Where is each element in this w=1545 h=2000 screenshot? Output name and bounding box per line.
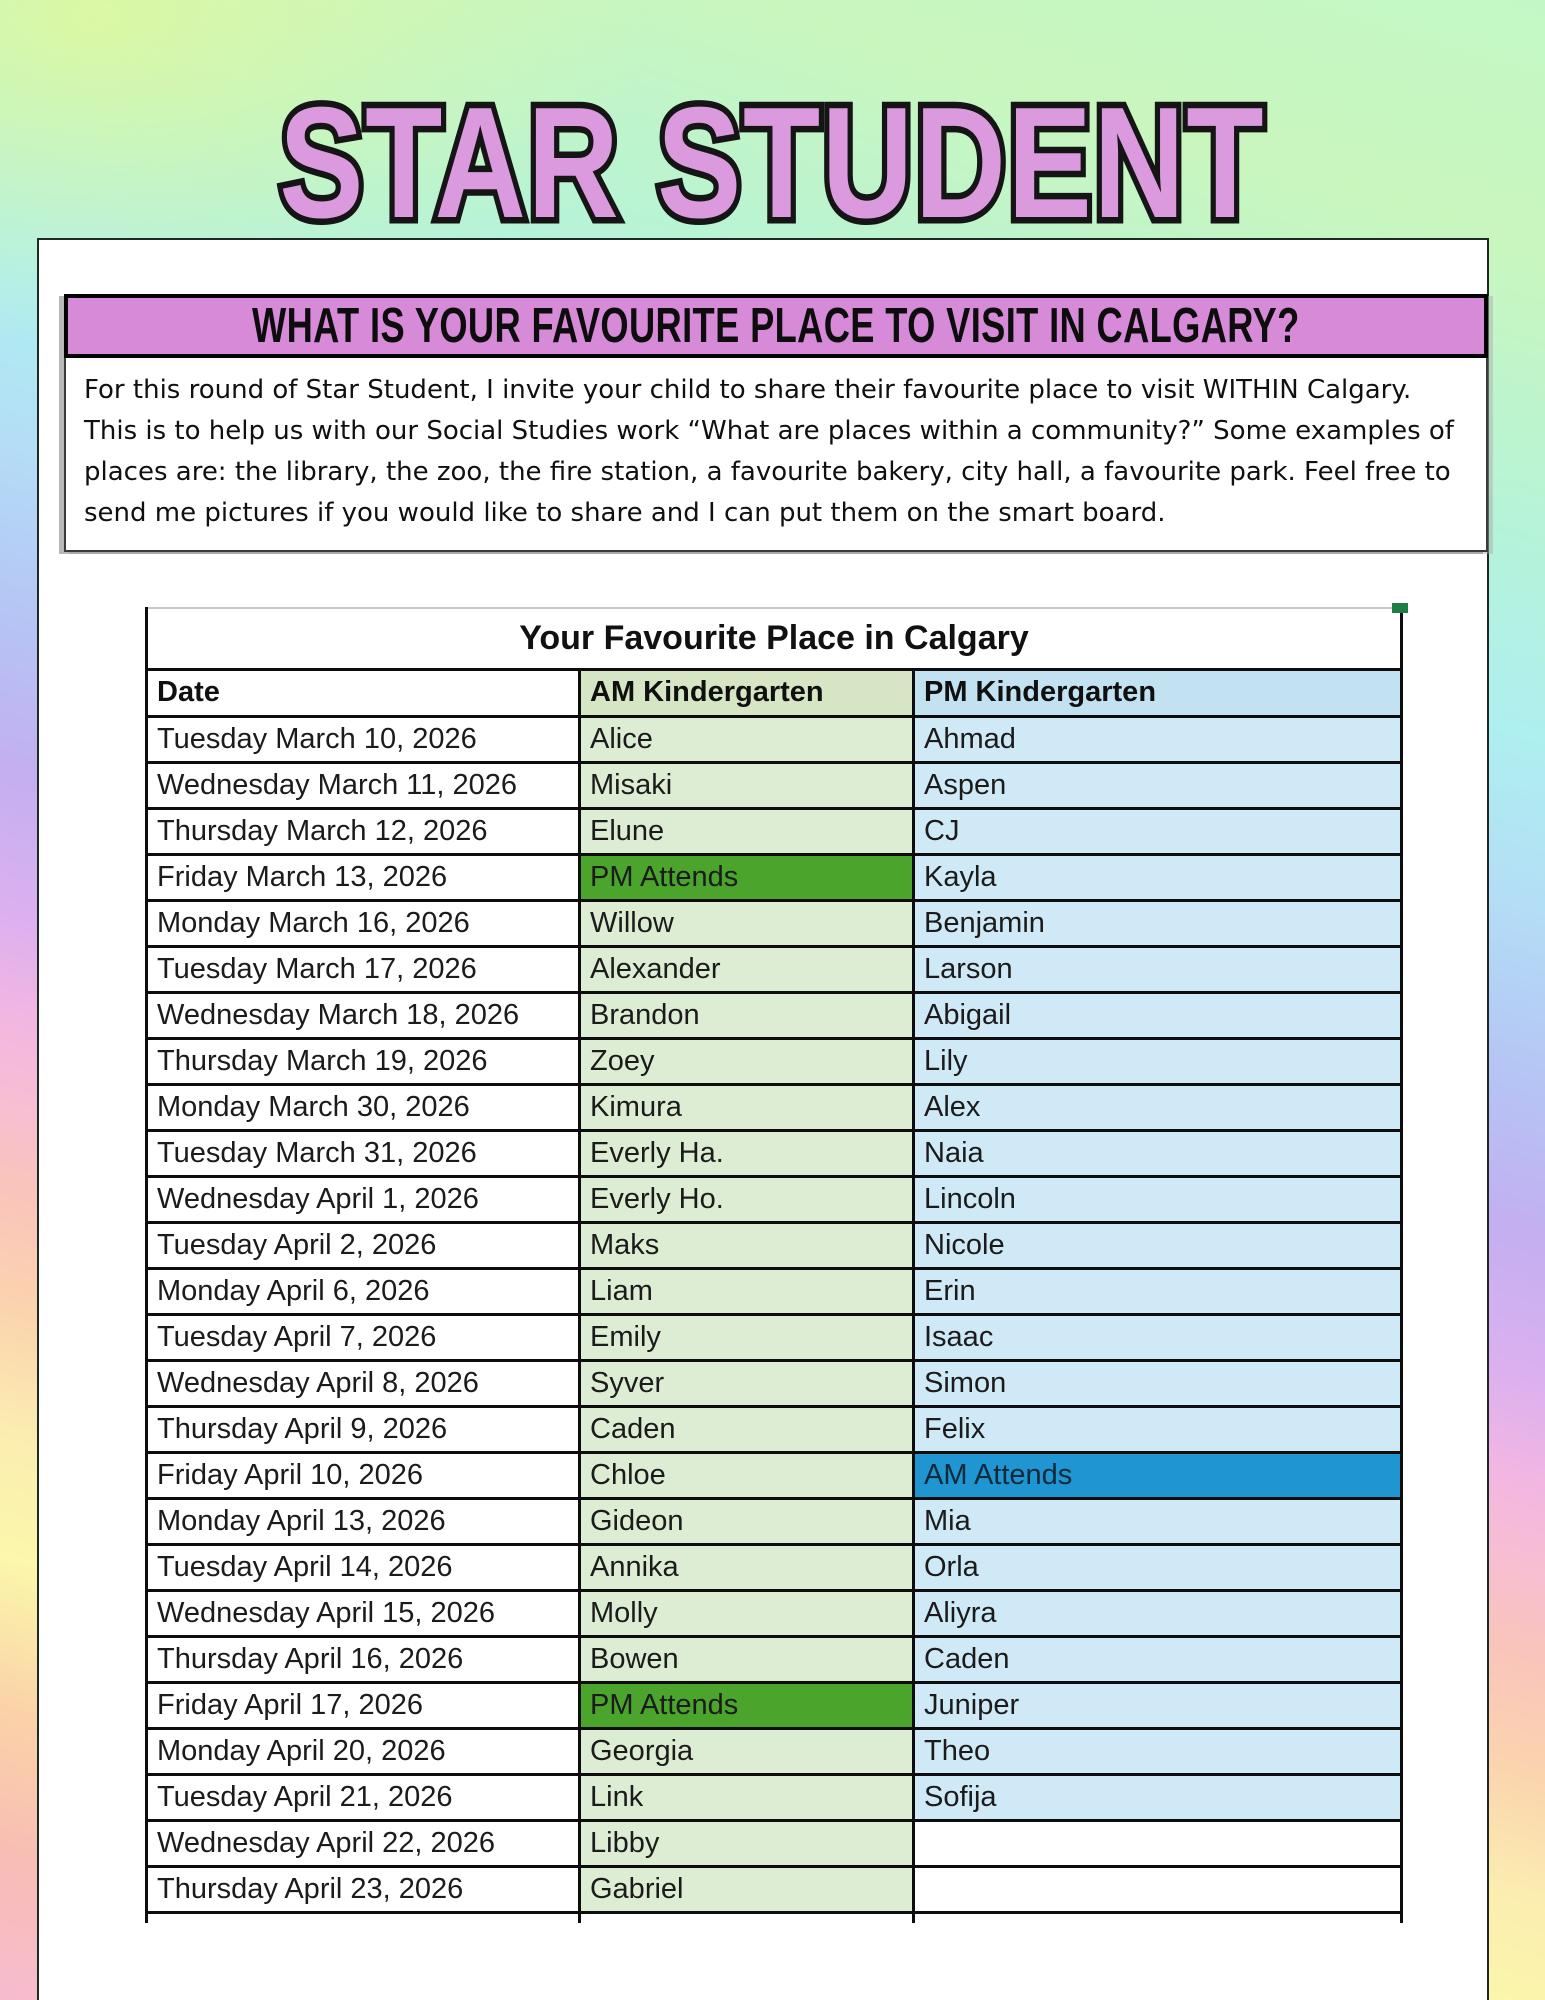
table-row xyxy=(147,1360,1402,1406)
pm-cell: Orla xyxy=(914,1544,1402,1590)
date-cell: Wednesday April 15, 2026 xyxy=(147,1590,580,1636)
am-cell: Bowen xyxy=(580,1636,914,1682)
pm-cell: Simon xyxy=(914,1360,1402,1406)
table-row xyxy=(147,1774,1402,1820)
date-cell: Friday April 10, 2026 xyxy=(147,1452,580,1498)
am-cell: PM Attends xyxy=(580,854,914,900)
schedule-table-wrap xyxy=(145,607,1400,1923)
pm-cell: Ahmad xyxy=(914,716,1402,762)
table-row xyxy=(147,854,1402,900)
date-cell: Thursday April 23, 2026 xyxy=(147,1866,580,1912)
pm-cell: Sofija xyxy=(914,1774,1402,1820)
table-row xyxy=(147,1682,1402,1728)
pm-cell: Nicole xyxy=(914,1222,1402,1268)
table-row xyxy=(147,808,1402,854)
am-cell: Elune xyxy=(580,808,914,854)
pm-cell: Larson xyxy=(914,946,1402,992)
date-cell: Friday April 17, 2026 xyxy=(147,1682,580,1728)
table-row xyxy=(147,1130,1402,1176)
am-cell: Alexander xyxy=(580,946,914,992)
col-header-am: AM Kindergarten xyxy=(580,669,914,716)
table-row xyxy=(147,992,1402,1038)
partial-cell xyxy=(914,1912,1402,1923)
pm-cell: Lily xyxy=(914,1038,1402,1084)
am-cell: Georgia xyxy=(580,1728,914,1774)
pm-cell: Erin xyxy=(914,1268,1402,1314)
am-cell: Link xyxy=(580,1774,914,1820)
date-cell: Friday March 13, 2026 xyxy=(147,854,580,900)
pm-cell: Theo xyxy=(914,1728,1402,1774)
am-cell: Maks xyxy=(580,1222,914,1268)
am-cell: Brandon xyxy=(580,992,914,1038)
am-cell: Kimura xyxy=(580,1084,914,1130)
table-row xyxy=(147,1544,1402,1590)
table-row xyxy=(147,1084,1402,1130)
table-row xyxy=(147,1590,1402,1636)
table-row xyxy=(147,1268,1402,1314)
date-cell: Tuesday March 17, 2026 xyxy=(147,946,580,992)
pm-cell: Juniper xyxy=(914,1682,1402,1728)
table-row xyxy=(147,1176,1402,1222)
date-cell: Tuesday March 31, 2026 xyxy=(147,1130,580,1176)
date-cell: Monday April 6, 2026 xyxy=(147,1268,580,1314)
intro-block xyxy=(64,294,1488,552)
table-row xyxy=(147,1498,1402,1544)
date-cell: Wednesday April 22, 2026 xyxy=(147,1820,580,1866)
am-cell: Annika xyxy=(580,1544,914,1590)
am-cell: Caden xyxy=(580,1406,914,1452)
page-title-text: STAR STUDENT STAR STUDENT xyxy=(280,84,1266,242)
col-header-date: Date xyxy=(147,669,580,716)
pm-cell: Benjamin xyxy=(914,900,1402,946)
date-cell: Tuesday April 14, 2026 xyxy=(147,1544,580,1590)
document-sheet xyxy=(37,238,1489,2000)
banner-heading: WHAT IS YOUR FAVOURITE PLACE TO VISIT IN CALGARY? xyxy=(252,298,1300,353)
date-cell: Monday March 30, 2026 xyxy=(147,1084,580,1130)
pm-cell: Alex xyxy=(914,1084,1402,1130)
table-row xyxy=(147,716,1402,762)
date-cell: Tuesday April 7, 2026 xyxy=(147,1314,580,1360)
partial-cell xyxy=(147,1912,580,1923)
pm-cell: AM Attends xyxy=(914,1452,1402,1498)
pm-cell: Aliyra xyxy=(914,1590,1402,1636)
date-cell: Wednesday April 1, 2026 xyxy=(147,1176,580,1222)
schedule-table xyxy=(145,607,1403,1923)
am-cell: Willow xyxy=(580,900,914,946)
banner xyxy=(64,294,1488,358)
date-cell: Thursday April 16, 2026 xyxy=(147,1636,580,1682)
pm-cell xyxy=(914,1866,1402,1912)
pm-cell: CJ xyxy=(914,808,1402,854)
date-cell: Wednesday April 8, 2026 xyxy=(147,1360,580,1406)
am-cell: Gideon xyxy=(580,1498,914,1544)
date-cell: Thursday April 9, 2026 xyxy=(147,1406,580,1452)
am-cell: Syver xyxy=(580,1360,914,1406)
am-cell: Chloe xyxy=(580,1452,914,1498)
table-row xyxy=(147,1866,1402,1912)
am-cell: Emily xyxy=(580,1314,914,1360)
table-row xyxy=(147,1452,1402,1498)
am-cell: Zoey xyxy=(580,1038,914,1084)
date-cell: Tuesday April 2, 2026 xyxy=(147,1222,580,1268)
date-cell: Tuesday March 10, 2026 xyxy=(147,716,580,762)
date-cell: Monday April 20, 2026 xyxy=(147,1728,580,1774)
date-cell: Tuesday April 21, 2026 xyxy=(147,1774,580,1820)
pm-cell: Mia xyxy=(914,1498,1402,1544)
pm-cell: Kayla xyxy=(914,854,1402,900)
date-cell: Wednesday March 11, 2026 xyxy=(147,762,580,808)
am-cell: Molly xyxy=(580,1590,914,1636)
partial-row xyxy=(147,1912,1402,1923)
am-cell: Misaki xyxy=(580,762,914,808)
am-cell: Alice xyxy=(580,716,914,762)
intro-paragraph: For this round of Star Student, I invite your child to share their favourite place to visit WITHIN Calgary. This is to help us with our Social Studies work “What are places within a community?” Some examples of places are: the library, the zoo, the fire station, a favourite bakery, city hall, a favourite park. Feel free to send me pictures if you would like to share and I can put them on the smart board. xyxy=(64,358,1488,552)
table-row xyxy=(147,1820,1402,1866)
pm-cell xyxy=(914,1820,1402,1866)
table-row xyxy=(147,900,1402,946)
table-row xyxy=(147,1406,1402,1452)
am-cell: Libby xyxy=(580,1820,914,1866)
pm-cell: Felix xyxy=(914,1406,1402,1452)
pm-cell: Isaac xyxy=(914,1314,1402,1360)
page-title xyxy=(0,75,1545,251)
date-cell: Thursday March 19, 2026 xyxy=(147,1038,580,1084)
date-cell: Wednesday March 18, 2026 xyxy=(147,992,580,1038)
table-row xyxy=(147,762,1402,808)
am-cell: PM Attends xyxy=(580,1682,914,1728)
pm-cell: Caden xyxy=(914,1636,1402,1682)
pm-cell: Aspen xyxy=(914,762,1402,808)
pm-cell: Abigail xyxy=(914,992,1402,1038)
selection-handle xyxy=(1392,603,1408,613)
am-cell: Everly Ho. xyxy=(580,1176,914,1222)
am-cell: Everly Ha. xyxy=(580,1130,914,1176)
table-row xyxy=(147,1728,1402,1774)
partial-cell xyxy=(580,1912,914,1923)
table-row xyxy=(147,1314,1402,1360)
pm-cell: Lincoln xyxy=(914,1176,1402,1222)
table-row xyxy=(147,946,1402,992)
date-cell: Monday April 13, 2026 xyxy=(147,1498,580,1544)
pm-cell: Naia xyxy=(914,1130,1402,1176)
col-header-pm: PM Kindergarten xyxy=(914,669,1402,716)
table-title: Your Favourite Place in Calgary xyxy=(147,608,1402,669)
am-cell: Liam xyxy=(580,1268,914,1314)
table-row xyxy=(147,1636,1402,1682)
date-cell: Monday March 16, 2026 xyxy=(147,900,580,946)
am-cell: Gabriel xyxy=(580,1866,914,1912)
table-row xyxy=(147,1038,1402,1084)
table-row xyxy=(147,1222,1402,1268)
date-cell: Thursday March 12, 2026 xyxy=(147,808,580,854)
